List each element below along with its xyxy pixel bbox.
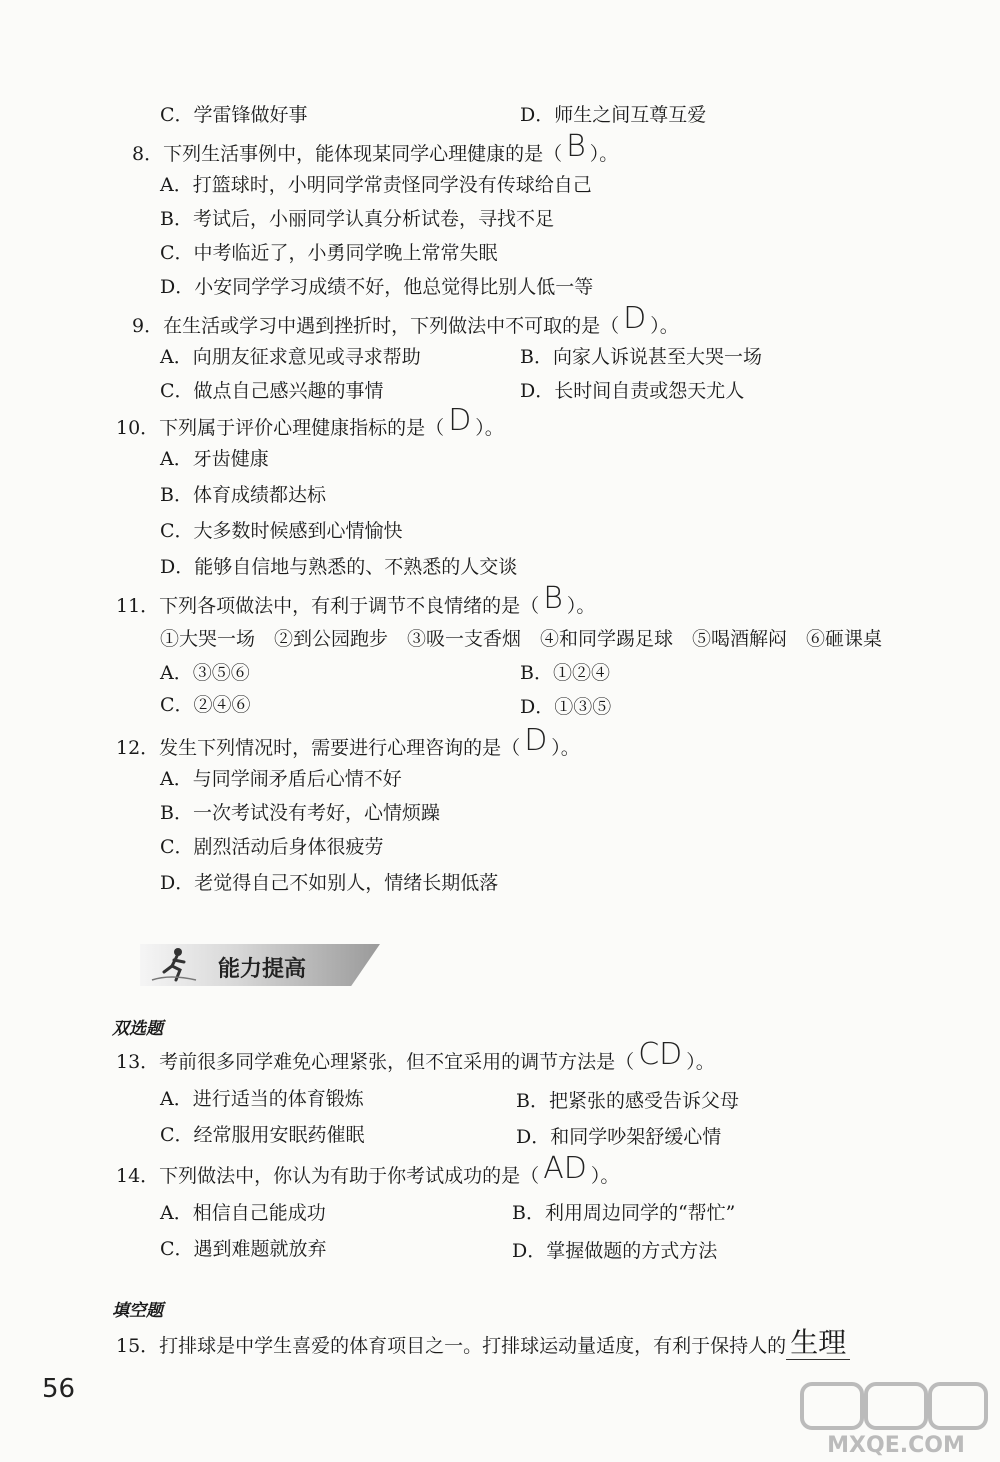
q15-stem [116,1326,850,1359]
q14-stem-pre: 14．下列做法中，你认为有助于你考试成功的是（ [116,1165,540,1187]
q9-stem-pre: 9．在生活或学习中遇到挫折时，下列做法中不可取的是（ [132,315,620,337]
q14-option-d: D．掌握做题的方式方法 [512,1240,718,1262]
q12-option-b: B．一次考试没有考好，心情烦躁 [160,802,440,824]
q12-answer: D [524,723,548,758]
q11-stem-pre: 11．下列各项做法中，有利于调节不良情绪的是（ [116,595,540,617]
q13-option-a: A．进行适当的体育锻炼 [160,1088,364,1110]
q8-option-a: A．打篮球时，小明同学常责怪同学没有传球给自己 [160,174,592,196]
q10-stem-pre: 10．下列属于评价心理健康指标的是（ [116,417,445,439]
q9-stem [132,301,679,339]
q13-stem [116,1037,715,1075]
q9-stem-post: ）。 [650,315,679,337]
q13-stem-pre: 13．考前很多同学难免心理紧张，但不宜采用的调节方法是（ [116,1051,635,1073]
q8-stem-post: ）。 [589,143,619,165]
q12-stem-pre: 12．发生下列情况时，需要进行心理咨询的是（ [116,737,521,759]
page-number: 56 [42,1374,76,1404]
q14-answer: AD [543,1151,587,1186]
q13-answer: CD [638,1037,683,1072]
watermark-logo [800,1382,990,1458]
q12-option-c: C．剧烈活动后身体很疲劳 [160,836,384,858]
q9-option-b: B．向家人诉说甚至大哭一场 [520,346,762,368]
q12-option-a: A．与同学闹矛盾后心情不好 [160,768,402,790]
q13-option-c: C．经常服用安眠药催眠 [160,1124,365,1146]
q9-answer: D [623,301,647,336]
q10-answer: D [448,403,472,438]
q8-stem [132,129,619,167]
q11-answer: B [543,581,563,616]
label-fill-in: 填空题 [112,1301,163,1321]
q14-option-a: A．相信自己能成功 [160,1202,326,1224]
q10-option-d: D．能够自信地与熟悉的、不熟悉的人交谈 [160,556,518,578]
q15-stem-text: 15．打排球是中学生喜爱的体育项目之一。打排球运动量适度，有利于保持人的 [116,1335,787,1357]
q8-option-c: C．中考临近了，小勇同学晚上常常失眠 [160,242,498,264]
q10-stem-post: ）。 [475,417,504,439]
q10-option-b: B．体育成绩都达标 [160,484,326,506]
q11-option-a: A．③⑤⑥ [160,662,250,684]
q11-option-c: C．②④⑥ [160,694,251,716]
q13-option-b: B．把紧张的感受告诉父母 [516,1090,739,1112]
q7-option-c: C．学雷锋做好事 [160,104,308,126]
section-heading: 能力提高 [218,957,307,982]
runner-icon [150,944,200,984]
q14-stem-post: ）。 [590,1165,620,1187]
q10-option-c: C．大多数时候感到心情愉快 [160,520,403,542]
q9-option-d: D．长时间自责或怨天尤人 [520,380,745,402]
q11-stem [116,581,596,619]
q8-option-d: D．小安同学学习成绩不好，他总觉得比别人低一等 [160,276,594,298]
q12-stem [116,723,580,761]
q14-option-b: B．利用周边同学的“帮忙” [512,1202,736,1224]
q12-option-d: D．老觉得自己不如别人，情绪长期低落 [160,872,499,894]
q8-option-b: B．考试后，小丽同学认真分析试卷，寻找不足 [160,208,554,230]
q9-option-a: A．向朋友征求意见或寻求帮助 [160,346,421,368]
q12-stem-post: ）。 [551,737,580,759]
q7-option-d: D．师生之间互尊互爱 [520,104,707,126]
q10-stem [116,403,504,441]
q11-items: ①大哭一场 ②到公园跑步 ③吸一支香烟 ④和同学踢足球 ⑤喝酒解闷 ⑥砸课桌 [160,628,883,650]
q10-option-a: A．牙齿健康 [160,448,269,470]
label-double-choice: 双选题 [112,1019,163,1039]
q9-option-c: C．做点自己感兴趣的事情 [160,380,384,402]
q11-stem-post: ）。 [566,595,596,617]
q14-stem [116,1151,620,1189]
q13-stem-post: ）。 [686,1051,715,1073]
q11-option-b: B．①②④ [520,662,610,684]
watermark-text: MXQE.COM [827,1433,965,1458]
q11-option-d: D．①③⑤ [520,696,612,718]
q15-answer: 生理 [786,1326,850,1360]
q14-option-c: C．遇到难题就放弃 [160,1238,327,1260]
q8-answer: B [566,129,586,164]
q8-stem-pre: 8．下列生活事例中，能体现某同学心理健康的是（ [132,143,563,165]
q13-option-d: D．和同学吵架舒缓心情 [516,1126,722,1148]
